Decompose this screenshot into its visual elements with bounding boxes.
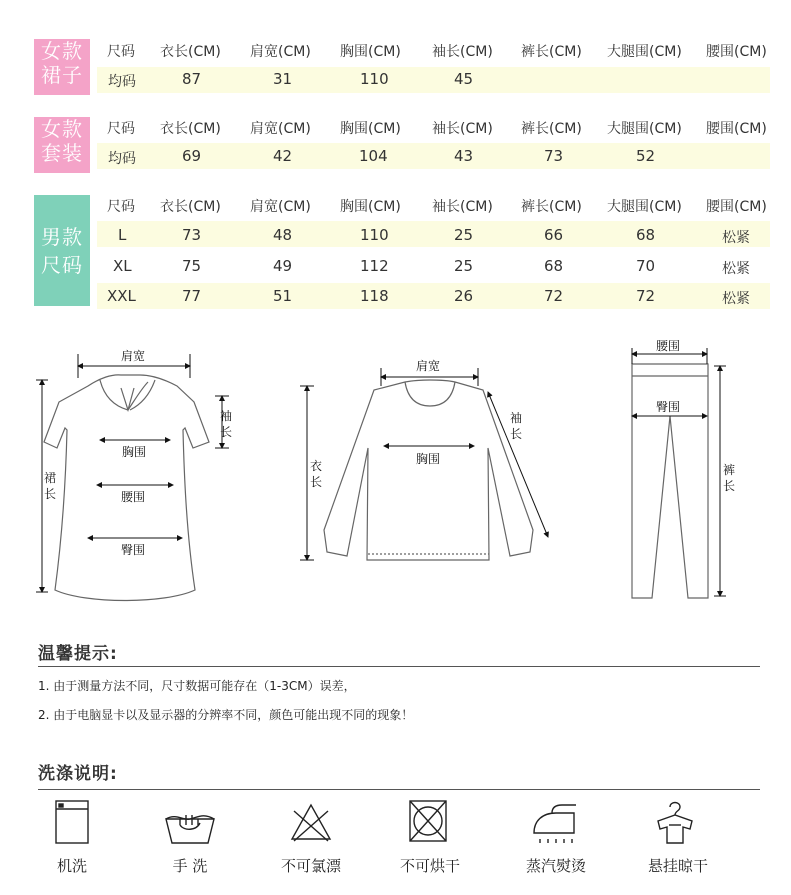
table-cell: 112 — [360, 257, 389, 275]
table-cell: 66 — [544, 226, 564, 244]
no-tumble-dry-icon — [410, 801, 446, 841]
header-pants: 裤长(CM) — [521, 121, 582, 137]
table-cell: 42 — [273, 147, 293, 165]
header-chest: 胸围(CM) — [340, 121, 401, 137]
washing-title: 洗涤说明: — [38, 764, 118, 784]
table-cell: 87 — [182, 70, 202, 88]
header-chest: 胸围(CM) — [340, 44, 401, 60]
table-cell: 31 — [273, 70, 293, 88]
table-cell: L — [118, 226, 127, 244]
women-set-label: 女款 套装 — [34, 117, 90, 173]
table-cell: 43 — [454, 147, 474, 165]
top-sleeve-label-1: 袖 — [510, 411, 523, 425]
table-cell: 25 — [454, 257, 474, 275]
header-size: 尺码 — [107, 44, 135, 60]
tips-title: 温馨提示: — [38, 644, 118, 664]
table-cell: 松紧 — [722, 291, 750, 307]
no-bleach-icon — [292, 805, 330, 841]
table-cell: XXL — [107, 287, 136, 305]
header-length: 衣长(CM) — [160, 44, 221, 60]
header-shoulder: 肩宽(CM) — [250, 199, 311, 215]
pants-hip-label: 臀围 — [656, 400, 681, 414]
top-shoulder-label: 肩宽 — [416, 359, 441, 373]
table-cell: 118 — [360, 287, 389, 305]
top-length-label-1: 衣 — [310, 459, 323, 473]
washing-icons — [0, 797, 791, 857]
table-cell: 51 — [273, 287, 293, 305]
header-chest: 胸围(CM) — [340, 199, 401, 215]
table-cell: 73 — [182, 226, 202, 244]
header-pants: 裤长(CM) — [521, 44, 582, 60]
table-cell: 松紧 — [722, 230, 750, 246]
header-shoulder: 肩宽(CM) — [250, 121, 311, 137]
dress-shoulder-label: 肩宽 — [121, 349, 146, 363]
dress-diagram — [0, 330, 791, 630]
header-size: 尺码 — [107, 121, 135, 137]
dress-hip-label: 臀围 — [121, 543, 146, 557]
tips-item: 1. 由于测量方法不同，尺寸数据可能存在（1-3CM）误差， — [38, 679, 356, 693]
header-thigh: 大腿围(CM) — [607, 44, 682, 60]
table-cell: 68 — [636, 226, 656, 244]
women-dress-label: 女款 裙子 — [34, 39, 90, 95]
steam-iron-icon — [534, 805, 576, 843]
table-cell: 75 — [182, 257, 202, 275]
table-cell: 72 — [544, 287, 564, 305]
header-thigh: 大腿围(CM) — [607, 199, 682, 215]
table-cell: 104 — [359, 147, 388, 165]
hand-wash-icon — [166, 815, 214, 843]
wash-label: 不可氯漂 — [280, 857, 341, 875]
table-cell: 45 — [454, 70, 474, 88]
table-cell: 25 — [454, 226, 474, 244]
pants-waist-label: 腰围 — [656, 339, 681, 353]
table-cell: 49 — [273, 257, 293, 275]
tips-divider — [38, 666, 760, 667]
wash-label: 蒸汽熨烫 — [525, 857, 586, 875]
table-cell: 68 — [544, 257, 564, 275]
wash-label: 手 洗 — [172, 857, 208, 875]
dress-sleeve-label-2: 长 — [220, 425, 233, 439]
top-length-label-2: 长 — [310, 475, 323, 489]
header-waist: 腰围(CM) — [706, 199, 767, 215]
wash-label: 悬挂晾干 — [647, 857, 708, 875]
table-cell: 72 — [636, 287, 656, 305]
table-cell: 73 — [544, 147, 564, 165]
header-length: 衣长(CM) — [160, 121, 221, 137]
pants-length-label-2: 长 — [723, 479, 736, 493]
table-cell: 均码 — [108, 151, 136, 167]
top-sleeve-label-2: 长 — [510, 427, 523, 441]
pants-length-label-1: 裤 — [723, 463, 736, 477]
table-cell: 77 — [182, 287, 202, 305]
header-size: 尺码 — [107, 199, 135, 215]
header-waist: 腰围(CM) — [706, 44, 767, 60]
top-chest-label: 胸围 — [416, 452, 441, 466]
dress-length-label-1: 裙 — [44, 471, 57, 485]
men-label: 男款 尺码 — [34, 195, 90, 306]
table-cell: 松紧 — [722, 261, 750, 277]
hang-dry-icon — [658, 803, 692, 844]
header-pants: 裤长(CM) — [521, 199, 582, 215]
table-cell: 均码 — [108, 74, 136, 90]
dress-chest-label: 胸围 — [122, 445, 147, 459]
header-sleeve: 袖长(CM) — [432, 44, 493, 60]
table-cell: 26 — [454, 287, 474, 305]
table-cell: 110 — [360, 70, 389, 88]
wash-label: 机洗 — [56, 857, 87, 875]
table-cell: 110 — [360, 226, 389, 244]
table-cell: 48 — [273, 226, 293, 244]
washing-divider — [38, 789, 760, 790]
header-sleeve: 袖长(CM) — [432, 199, 493, 215]
dress-waist-label: 腰围 — [121, 490, 146, 504]
header-shoulder: 肩宽(CM) — [250, 44, 311, 60]
table-cell: 69 — [182, 147, 202, 165]
table-cell: XL — [113, 257, 132, 275]
tips-item: 2. 由于电脑显卡以及显示器的分辨率不同，颜色可能出现不同的现象！ — [38, 708, 414, 722]
header-sleeve: 袖长(CM) — [432, 121, 493, 137]
header-length: 衣长(CM) — [160, 199, 221, 215]
machine-wash-icon — [56, 801, 88, 843]
header-waist: 腰围(CM) — [706, 121, 767, 137]
table-cell: 52 — [636, 147, 656, 165]
dress-sleeve-label-1: 袖 — [220, 409, 233, 423]
wash-label: 不可烘干 — [399, 857, 460, 875]
table-cell: 70 — [636, 257, 656, 275]
header-thigh: 大腿围(CM) — [607, 121, 682, 137]
dress-length-label-2: 长 — [44, 487, 57, 501]
